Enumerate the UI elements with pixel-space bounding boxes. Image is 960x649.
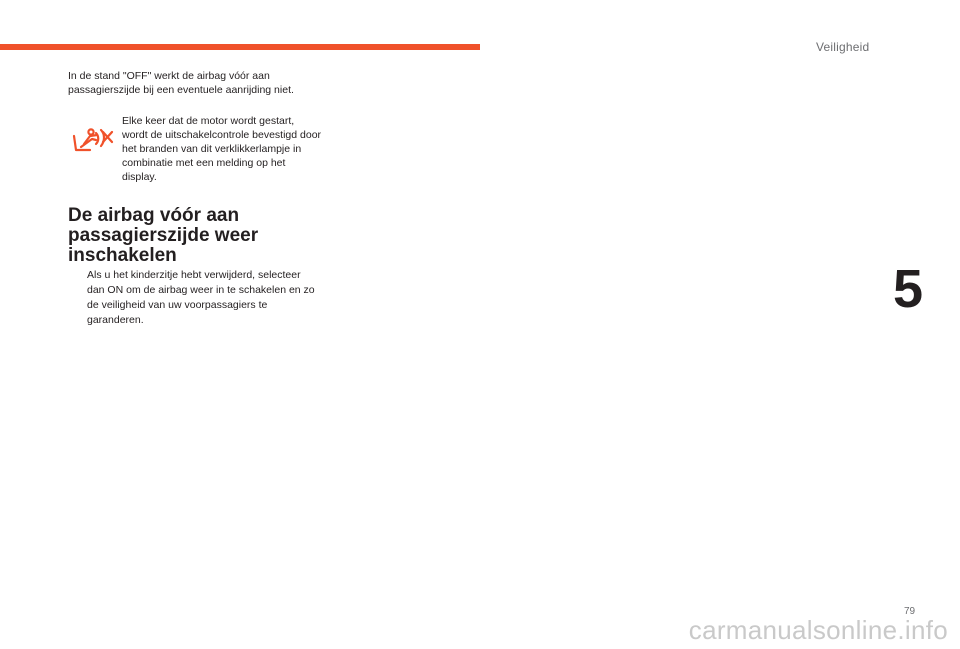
bullet-marker bbox=[68, 268, 87, 328]
header-accent-bar bbox=[0, 44, 480, 50]
warning-text: Elke keer dat de motor wordt gestart, wordt de uitschakelcontrole bevestigd door het branden van dit verklikkerlampje in combinatie met een melding op het display. bbox=[122, 115, 322, 183]
section-heading: De airbag vóór aan passagierszijde weer inschakelen bbox=[68, 205, 259, 266]
intro-paragraph: In de stand "OFF" werkt de airbag vóór aan passagierszijde bij een eventuele aanrijding niet. bbox=[68, 70, 294, 96]
chapter-number: 5 bbox=[893, 259, 924, 319]
section-title: Veiligheid bbox=[816, 40, 870, 54]
page-number: 79 bbox=[904, 606, 916, 617]
airbag-off-warning-icon bbox=[70, 126, 114, 154]
watermark: carmanualsonline.info bbox=[688, 615, 948, 645]
list-item bbox=[68, 268, 318, 328]
bullet-text: Als u het kinderzitje hebt verwijderd, selecteer dan ON om de airbag weer in te schakelen en zo de veiligheid van uw voorpassagiers te garanderen. bbox=[87, 269, 315, 326]
